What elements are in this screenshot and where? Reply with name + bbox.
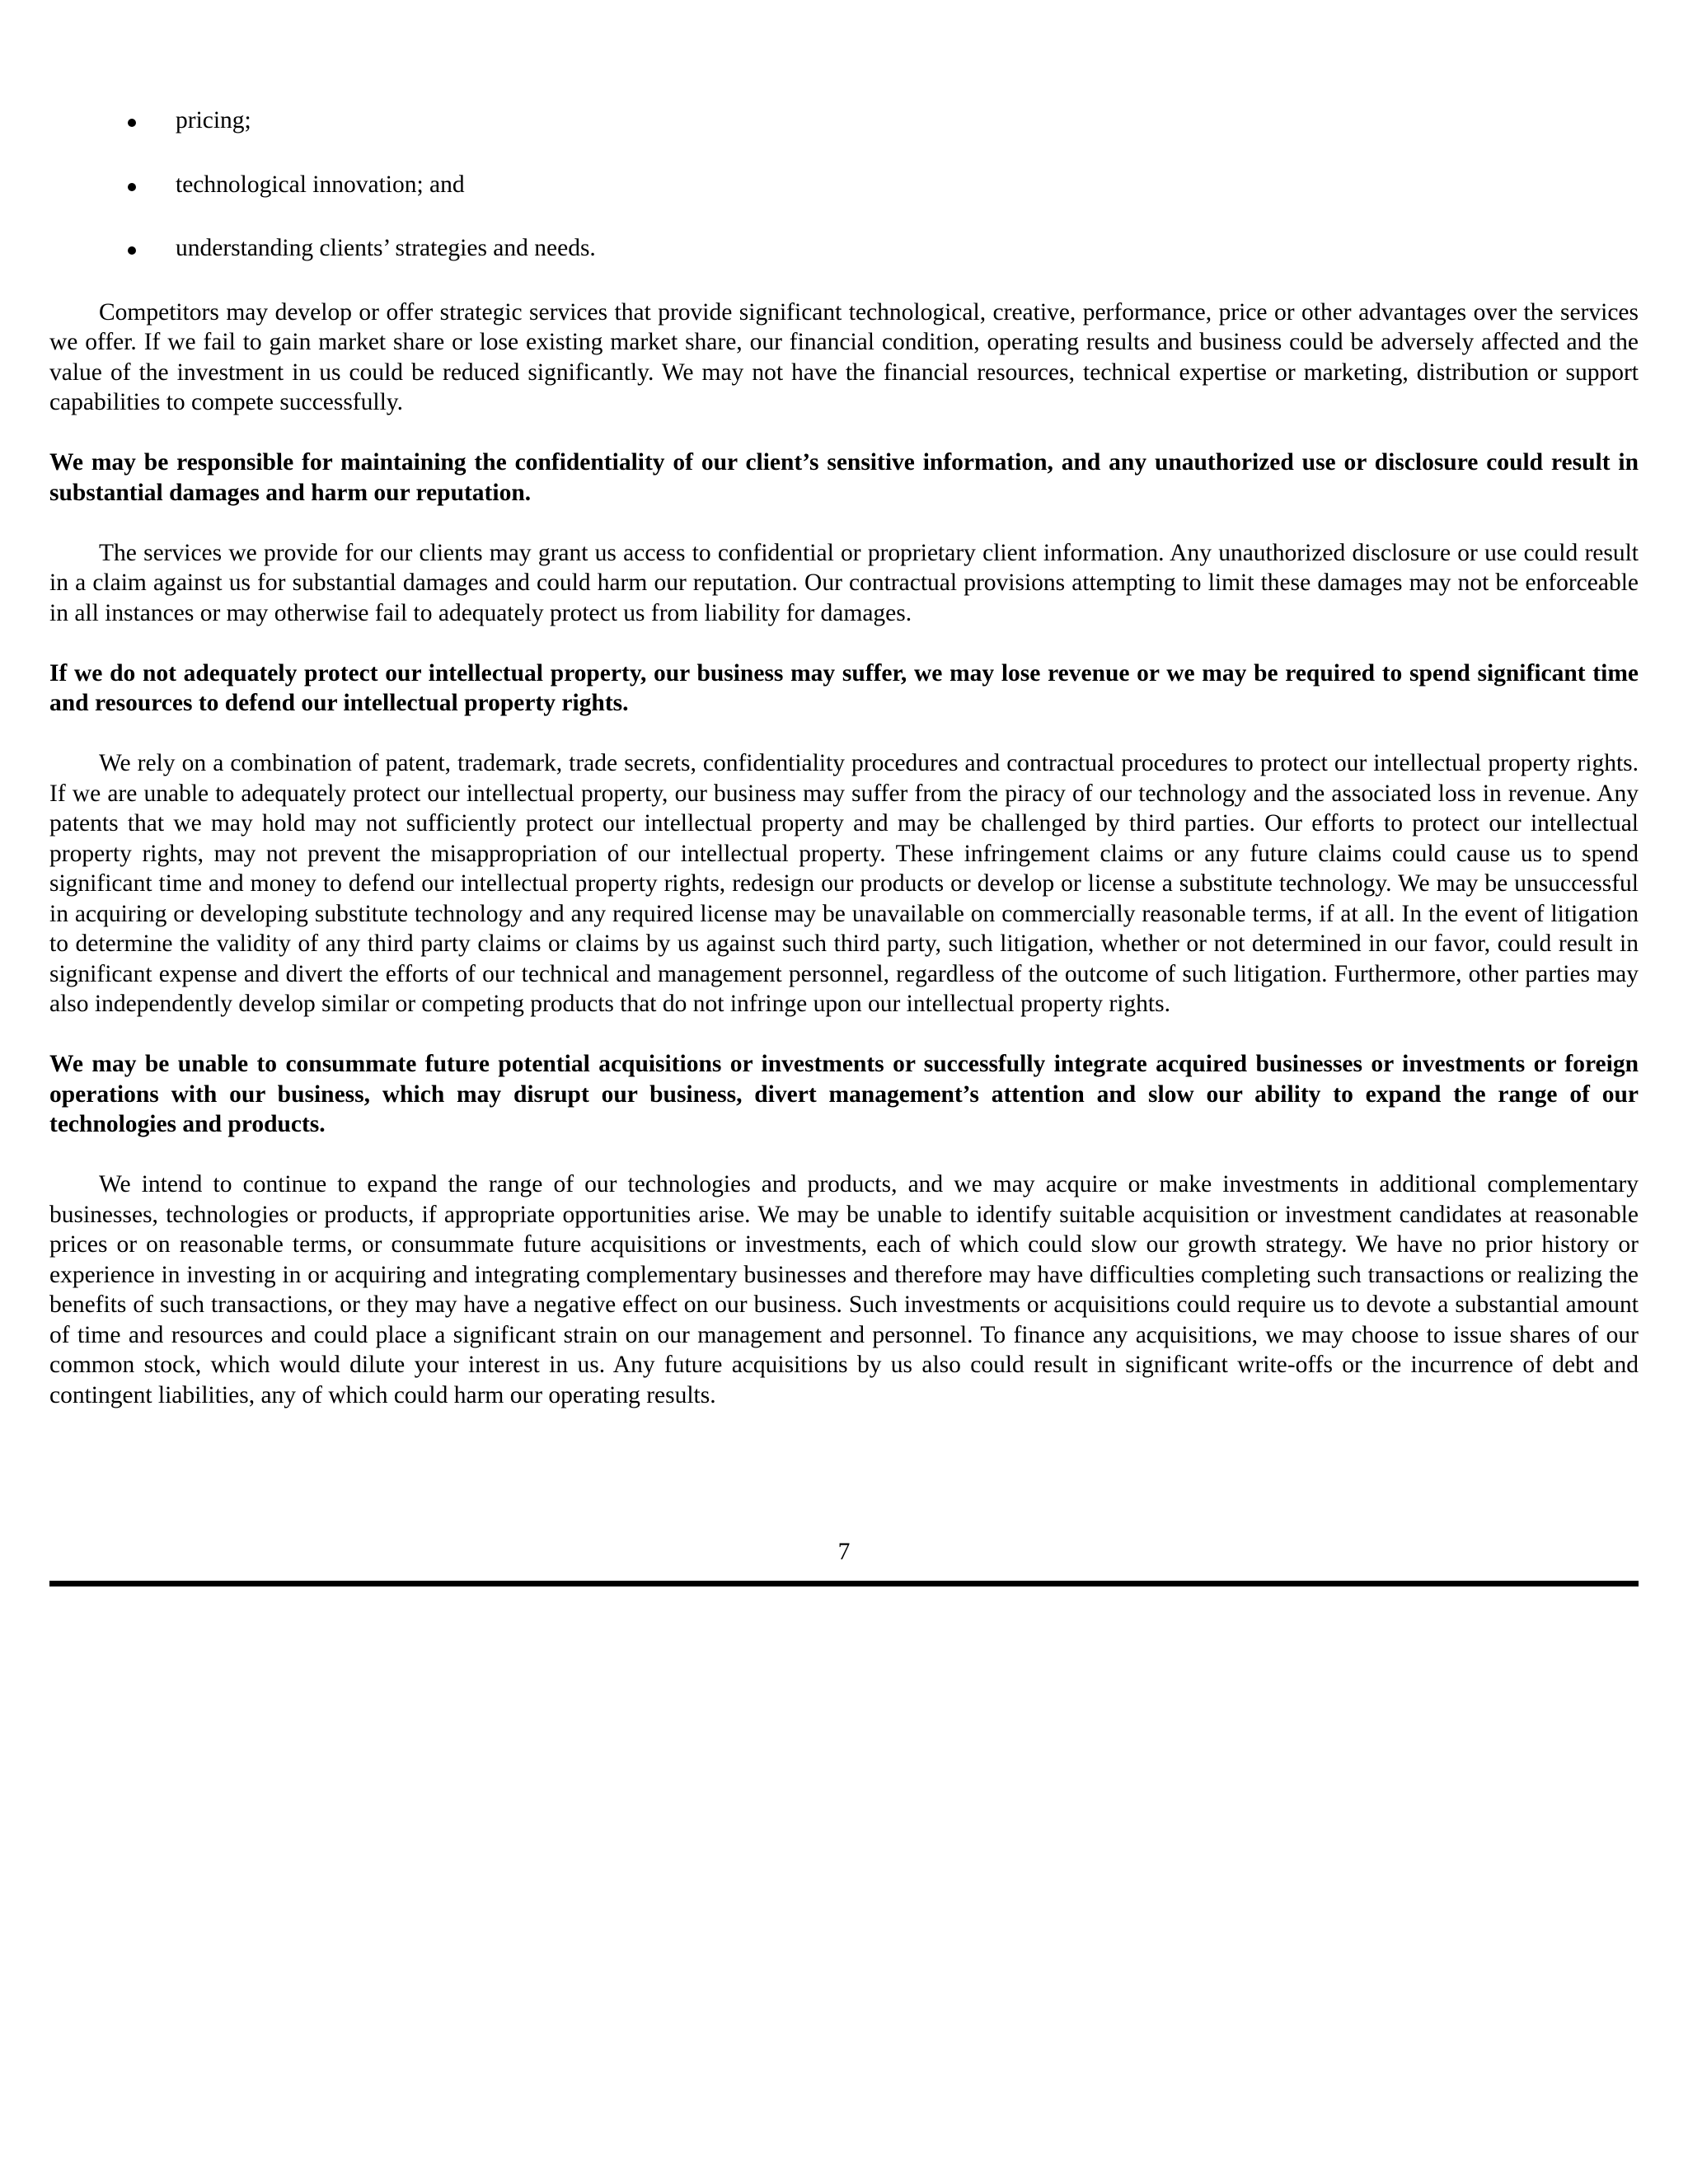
confidentiality-paragraph: The services we provide for our clients may grant us access to confidential or proprietary client information. Any unauthorized disclosure or use could result in a claim against us for substantial damages and could harm our reputation. Our contractual provisions attempting to limit these damages may not be enforceable in all instances or may otherwise fail to adequately protect us from liability for damages. <box>49 539 1639 626</box>
bullet-icon <box>128 119 136 127</box>
bullet-icon <box>128 183 136 191</box>
bullet-item-pricing <box>49 105 1639 136</box>
ip-paragraph: We rely on a combination of patent, trademark, trade secrets, confidentiality procedures and contractual procedures to protect our intellectual property rights. If we are unable to adequately protect our intellectual property, our business may suffer from the piracy of our technology and the associated loss in revenue. Any patents that we may hold may not sufficiently protect our intellectual property and may be challenged by third parties. Our efforts to protect our intellectual property rights, may not prevent the misappropriation of our intellectual property. These infringement claims or any future claims could cause us to spend significant time and money to defend our intellectual property rights, redesign our products or develop or license a substitute technology. We may be unsuccessful in acquiring or developing substitute technology and any required license may be unavailable on commercially reasonable terms, if at all. In the event of litigation to determine the validity of any third party claims or claims by us against such third party, such litigation, whether or not determined in our favor, could result in significant expense and divert the efforts of our technical and management personnel, regardless of the outcome of such litigation. Furthermore, other parties may also independently develop similar or competing products that do not infringe upon our intellectual property rights. <box>49 750 1639 1017</box>
page-divider <box>49 1581 1639 1586</box>
document-page <box>49 105 1639 1410</box>
acquisitions-heading: We may be unable to consummate future potential acquisitions or investments or successfully integrate acquired businesses or investments or foreign operations with our business, which may disrupt our business, divert management’s attention and slow our ability to expand the range of our technologies and products. <box>49 1051 1639 1137</box>
bullet-text: pricing; <box>176 107 251 134</box>
page-number: 7 <box>837 1539 851 1565</box>
bullet-icon <box>128 246 136 255</box>
bullet-text: technological innovation; and <box>176 171 465 198</box>
confidentiality-heading: We may be responsible for maintaining the confidentiality of our client’s sensitive information, and any unauthorized use or disclosure could result in substantial damages and harm our reputation. <box>49 449 1639 506</box>
ip-heading: If we do not adequately protect our intellectual property, our business may suffer, we may lose revenue or we may be required to spend significant time and resources to defend our intellectual property rights. <box>49 659 1639 716</box>
acquisitions-paragraph: We intend to continue to expand the range of our technologies and products, and we may acquire or make investments in additional complementary businesses, technologies or products, if appropriate opportunities arise. We may be unable to identify suitable acquisition or investment candidates at reasonable prices or on reasonable terms, or consummate future acquisitions or investments, each of which could slow our growth strategy. We have no prior history or experience in investing in or acquiring and integrating complementary businesses and therefore may have difficulties completing such transactions or realizing the benefits of such transactions, or they may have a negative effect on our business. Such investments or acquisitions could require us to devote a substantial amount of time and resources and could place a significant strain on our management and personnel. To finance any acquisitions, we may choose to issue shares of our common stock, which would dilute your interest in us. Any future acquisitions by us also could result in significant write-offs or the incurrence of debt and contingent liabilities, any of which could harm our operating results. <box>49 1171 1639 1408</box>
bullet-list <box>49 105 1639 264</box>
competitors-paragraph: Competitors may develop or offer strategic services that provide significant technological, creative, performance, price or other advantages over the services we offer. If we fail to gain market share or lose existing market share, our financial condition, operating results and business could be adversely affected and the value of the investment in us could be reduced significantly. We may not have the financial resources, technical expertise or marketing, distribution or support capabilities to compete successfully. <box>49 298 1639 415</box>
bullet-item-understanding <box>49 233 1639 264</box>
bullet-item-innovation <box>49 170 1639 200</box>
bullet-text: understanding clients’ strategies and needs. <box>176 235 596 261</box>
